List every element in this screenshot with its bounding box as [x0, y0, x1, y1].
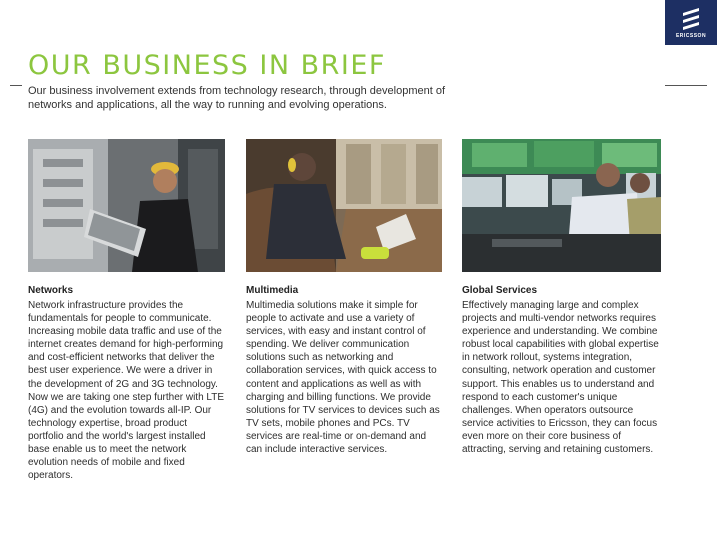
column-body-multimedia: Multimedia solutions make it simple for people to activate and use a variety of services, with easy and instant control of spending. We deliver communication solutions such as networking and collaboration services, with quick access to content and applications as well as with charging and billing functions. We provide solutions for TV services to devices such as TV sets, mobile phones and PCs. TV services are real-time or on-demand and can include interactive services.: [246, 300, 440, 456]
operations-center-photo: [462, 139, 661, 272]
engineer-with-laptop-photo: [28, 139, 225, 272]
page-title: OUR BUSINESS IN BRIEF: [28, 50, 386, 81]
column-global-services: [462, 139, 661, 456]
column-title-multimedia: Multimedia: [246, 285, 299, 296]
header-rule-left: [10, 85, 22, 86]
column-networks: [28, 139, 225, 482]
intro-paragraph: Our business involvement extends from technology research, through development of networks and applications, all the way to running and evolving operations.: [28, 85, 446, 111]
column-title-networks: Networks: [28, 285, 74, 296]
column-body-networks: Network infrastructure provides the fundamentals for people to communicate. Increasing mobile data traffic and use of the internet creates demand for high-performing and cost-efficient networks that deliver the best user experience. We were a driver in the development of 2G and 3G technology. Now we are taking one step further with LTE (4G) and the evolution towards all-IP. Our technology expertise, broad product portfolio and the world's largest installed base enable us to meet the network evolution needs of mobile and fixed operators.: [28, 300, 225, 482]
woman-with-headphones-photo: [246, 139, 442, 272]
logo-wordmark: ERICSSON: [675, 33, 707, 39]
column-title-global-services: Global Services: [462, 285, 538, 296]
column-multimedia: [246, 139, 442, 456]
header-rule-right: [665, 85, 707, 86]
ericsson-logo: [665, 0, 717, 45]
column-body-global-services: Effectively managing large and complex projects and multi-vendor networks requires experience and understanding. We combine robust local capabilities with global expertise in network rollout, systems integration, consulting, network operation and customer support. This enables us to understand and respond to each customer's unique challenges. When operators outsource service activities to Ericsson, they can focus even more on their core business of attracting, serving and retaining customers.: [462, 300, 659, 456]
